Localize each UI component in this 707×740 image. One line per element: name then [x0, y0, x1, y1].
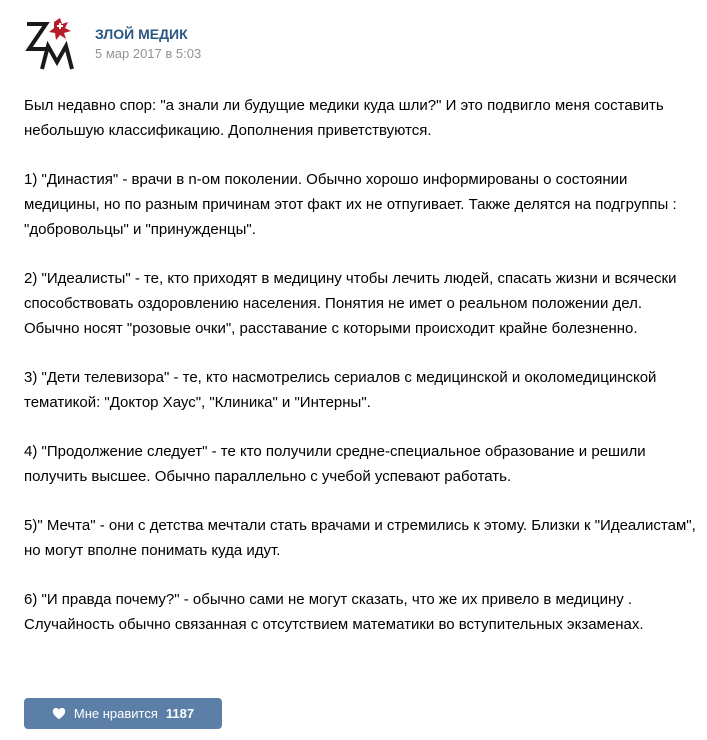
post-paragraph: 3) "Дети телевизора" - те, кто насмотрелись сериалов с медицинской и околомедицинской тематикой: "Доктор Хаус", "Клиника" и "Интерны".	[24, 369, 657, 411]
post-text	[24, 93, 696, 637]
like-button[interactable]	[24, 698, 222, 729]
post-paragraph: 6) "И правда почему?" - обычно сами не могут сказать, что же их привело в медицину . Случайность обычно связанная с отсутствием математики во вступительных экзаменах.	[24, 591, 644, 633]
post-date-link[interactable]: 5 мар 2017 в 5:03	[95, 46, 202, 61]
post-header	[24, 16, 684, 72]
post-paragraph: 5)" Мечта" - они с детства мечтали стать врачами и стремились к этому. Близки к "Идеалистам", но могут вполне понимать куда идут.	[24, 517, 696, 559]
like-count: 1187	[165, 706, 195, 721]
heart-icon	[52, 707, 66, 720]
post-paragraph: 4) "Продолжение следует" - те кто получили средне-специальное образование и решили получить высшее. Обычно параллельно с учебой успевают работать.	[24, 443, 646, 485]
post-author-link[interactable]: ЗЛОЙ МЕДИК	[95, 26, 188, 42]
avatar[interactable]	[24, 16, 76, 72]
post-paragraph: 2) "Идеалисты" - те, кто приходят в медицину чтобы лечить людей, спасать жизни и всячески способствовать оздоровлению населения. Понятия не имет о реальном положении дел. Обычно носят "розовые очки", расставание с которыми происходит крайне болезненно.	[24, 270, 677, 337]
post-paragraph: 1) "Династия" - врачи в n-ом поколении. Обычно хорошо информированы о состоянии медицины, но по разным причинам этот факт их не отпугивает. Также делятся на подгруппы : "добровольцы" и "принужденцы".	[24, 171, 677, 238]
zm-logo-icon	[24, 16, 76, 72]
like-label: Мне нравится	[73, 706, 158, 721]
post-paragraph: Был недавно спор: "а знали ли будущие медики куда шли?" И это подвигло меня составить небольшую классификацию. Дополнения приветствуются.	[24, 97, 664, 139]
